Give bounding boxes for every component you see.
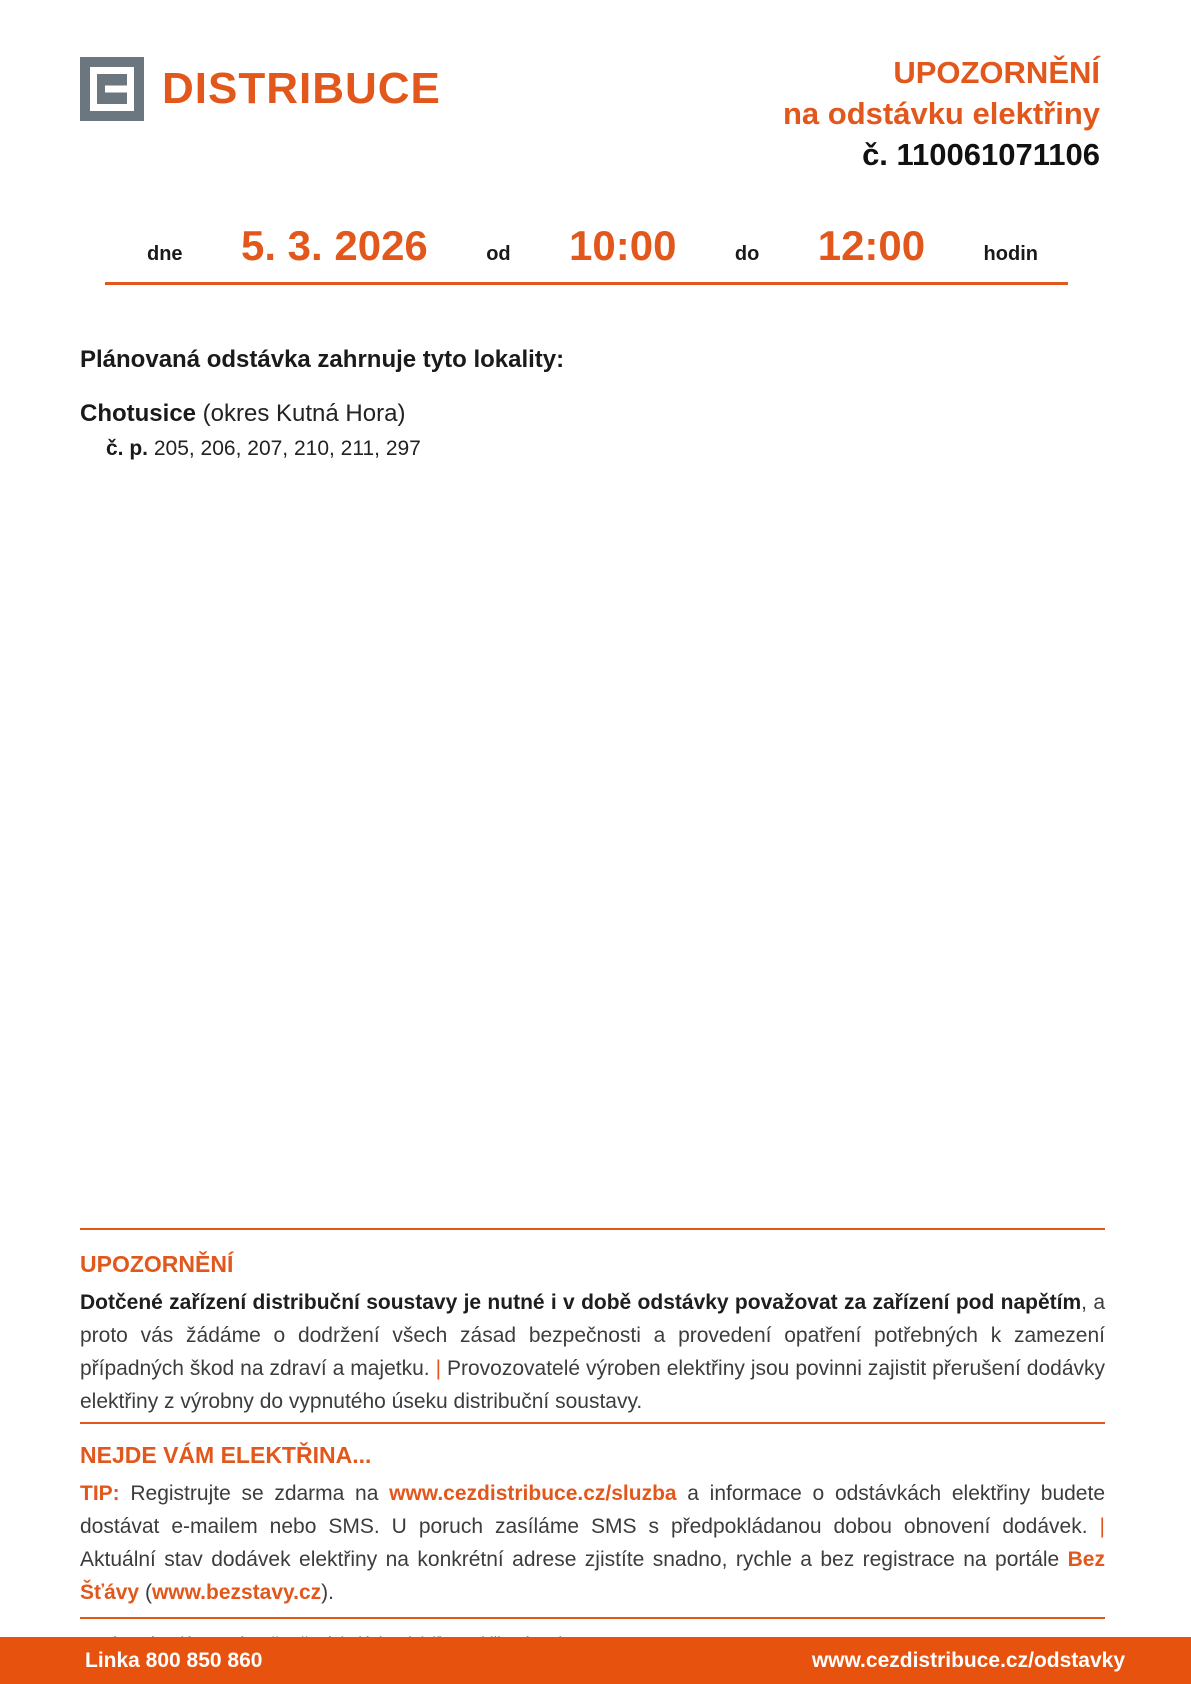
notice-number: č. 110061071106 [862, 137, 1100, 172]
tip-paragraph [80, 1477, 1105, 1609]
brand-wordmark: DISTRIBUCE [162, 64, 441, 113]
schedule-to-time: 12:00 [817, 222, 926, 269]
bezstavy-link[interactable]: www.bezstavy.cz [151, 1581, 322, 1604]
pipe-separator-2: | [1099, 1515, 1105, 1538]
schedule-to-label: do [734, 243, 760, 265]
tip-heading: NEJDE VÁM ELEKTŘINA... [80, 1442, 372, 1468]
notices-block [80, 1228, 1105, 1653]
tip-text-5: ). [321, 1581, 334, 1604]
warning-paragraph [80, 1286, 1105, 1418]
contact-phone: Linka 800 850 860 [85, 1648, 263, 1672]
divider-bottom [80, 1617, 1105, 1619]
outages-website-link[interactable]: www.cezdistribuce.cz/odstavky [811, 1648, 1125, 1672]
tip-text-2: a informace o odstávkách elektřiny budete dostávat e-mailem nebo SMS. U poruch zasíláme SMS s předpokládanou dobou obnovení dodávek. [80, 1482, 1105, 1538]
locality-municipality: Chotusice [80, 400, 197, 427]
locality-numbers-label: č. p. [106, 437, 149, 460]
cez-logo-icon [80, 57, 144, 121]
schedule-date: 5. 3. 2026 [240, 222, 428, 269]
divider-middle [80, 1422, 1105, 1424]
warning-text-2: Provozovatelé výroben elektřiny jsou povinni zajistit přerušení dodávky elektřiny z výrobny do vypnutého úseku distribuční soustavy. [80, 1357, 1106, 1413]
localities-heading: Plánovaná odstávka zahrnuje tyto lokality: [80, 346, 565, 373]
notice-title-line2: na odstávku elektřiny [782, 96, 1100, 131]
pipe-separator: | [435, 1357, 442, 1380]
schedule-date-label: dne [147, 243, 183, 265]
schedule-hours-label: hodin [983, 243, 1038, 265]
tip-text-3: Aktuální stav dodávek elektřiny na konkrétní adrese zjistíte snadno, rychle a bez registrace na portále [80, 1548, 1068, 1571]
locality-numbers-line [106, 437, 1105, 461]
warning-heading: UPOZORNĚNÍ [80, 1251, 234, 1277]
bezstavy-portal-name: Bez Šťávy [80, 1548, 1105, 1604]
notice-title-block [783, 52, 1100, 175]
tip-text-1: Registrujte se zdarma na [119, 1482, 390, 1505]
warning-bold-text: Dotčené zařízení distribuční soustavy je nutné i v době odstávky považovat za zařízení pod napětím [80, 1291, 1082, 1314]
sluzba-link[interactable]: www.cezdistribuce.cz/sluzba [389, 1482, 677, 1505]
tip-label: TIP: [80, 1482, 120, 1505]
contact-bar [0, 1637, 1191, 1684]
schedule-from-time: 10:00 [569, 222, 677, 269]
locality-district: (okres Kutná Hora) [196, 400, 406, 427]
tip-text-4: ( [139, 1581, 152, 1604]
divider-top [80, 1228, 1105, 1230]
brand-header [80, 57, 441, 121]
schedule-from-label: od [486, 243, 511, 265]
schedule-row [105, 222, 1068, 285]
warning-text-1: , a proto vás žádáme o dodržení všech zásad bezpečnosti a provedení opatření potřebných k zamezení případných škod na zdraví a majetku. [80, 1291, 1105, 1380]
notice-title-line1: UPOZORNĚNÍ [893, 55, 1100, 90]
locality-line [80, 400, 1105, 428]
localities-section [80, 346, 1105, 461]
locality-numbers: 205, 206, 207, 210, 211, 297 [148, 437, 421, 460]
